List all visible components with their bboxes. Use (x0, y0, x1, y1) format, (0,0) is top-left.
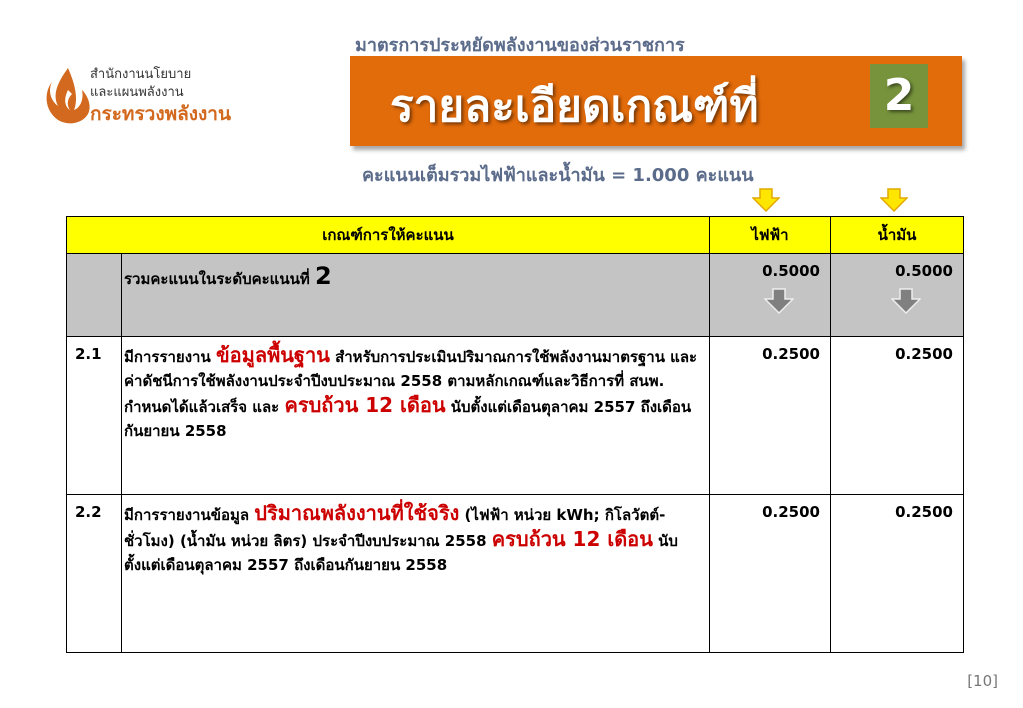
table-row (67, 495, 964, 653)
page-title: รายละเอียดเกณฑ์ที่ (390, 81, 759, 132)
logo-line-1: สำนักงานนโยบาย (90, 67, 192, 82)
row-text: สำหรับการประเมินปริมาณการใช้พลังงานมาตรฐาน และค่าดัชนีการใช้พลังงานประจำปีงบประมาณ 2558 ตามหลักเกณฑ์และวิธีการที่ สนพ. กำหนดได้แล้วเสร็จ และ (124, 348, 698, 416)
summary-label: รวมคะแนนในระดับคะแนนที่ (124, 270, 310, 288)
full-score-text: คะแนนเต็มรวมไฟฟ้าและน้ำมัน = 1.000 คะแนน (362, 165, 754, 186)
row-description (122, 495, 710, 653)
row-electric: 0.2500 (710, 337, 831, 495)
row-text: นับตั้งแต่เดือนตุลาคม 2557 ถึงเดือนกันยายน 2558 (124, 398, 692, 440)
summary-oil-cell (831, 254, 964, 337)
table-header-row (67, 217, 964, 254)
row-text: (ไฟฟ้า หน่วย kWh; กิโลวัตต์-ชั่วโมง) (น้ำมัน หน่วย ลิตร) ประจำปีงบประมาณ 2558 (124, 506, 666, 550)
row-oil: 0.2500 (831, 495, 964, 653)
logo-text (90, 66, 231, 126)
row-text: มีการรายงานข้อมูล (124, 506, 255, 524)
summary-label-cell (122, 254, 710, 337)
subtitle: มาตรการประหยัดพลังงานของส่วนราชการ (355, 35, 685, 56)
table-row (67, 337, 964, 495)
row-description (122, 337, 710, 495)
row-number: 2.2 (67, 495, 122, 653)
row-text: นับตั้งแต่เดือนตุลาคม 2557 ถึงเดือนกันยายน 2558 (124, 532, 678, 574)
row-highlight: ปริมาณพลังงานที่ใช้จริง (254, 501, 460, 525)
criterion-number-badge: 2 (870, 64, 928, 128)
down-arrow-icon (891, 288, 921, 314)
header-electric: ไฟฟ้า (710, 217, 831, 254)
row-number: 2.1 (67, 337, 122, 495)
header-oil: น้ำมัน (831, 217, 964, 254)
row-text: มีการรายงาน (124, 348, 216, 366)
header-criteria: เกณฑ์การให้คะแนน (67, 217, 710, 254)
down-arrow-icon (880, 188, 908, 212)
row-oil: 0.2500 (831, 337, 964, 495)
row-electric: 0.2500 (710, 495, 831, 653)
criteria-table (66, 216, 964, 653)
down-arrow-icon (764, 288, 794, 314)
page-number: [10] (967, 672, 998, 690)
summary-oil: 0.5000 (895, 262, 953, 280)
row-highlight: ครบถ้วน 12 เดือน (491, 527, 653, 551)
title-banner (350, 56, 962, 146)
summary-level: 2 (314, 262, 332, 290)
summary-row (67, 254, 964, 337)
row-highlight: ครบถ้วน 12 เดือน (284, 393, 446, 417)
summary-electric: 0.5000 (762, 262, 820, 280)
logo-line-2: และแผนพลังงาน (90, 85, 184, 100)
down-arrow-icon (752, 188, 780, 212)
row-highlight: ข้อมูลพื้นฐาน (215, 343, 330, 367)
logo-line-3: กระทรวงพลังงาน (90, 103, 231, 125)
summary-electric-cell (710, 254, 831, 337)
summary-num (67, 254, 122, 337)
